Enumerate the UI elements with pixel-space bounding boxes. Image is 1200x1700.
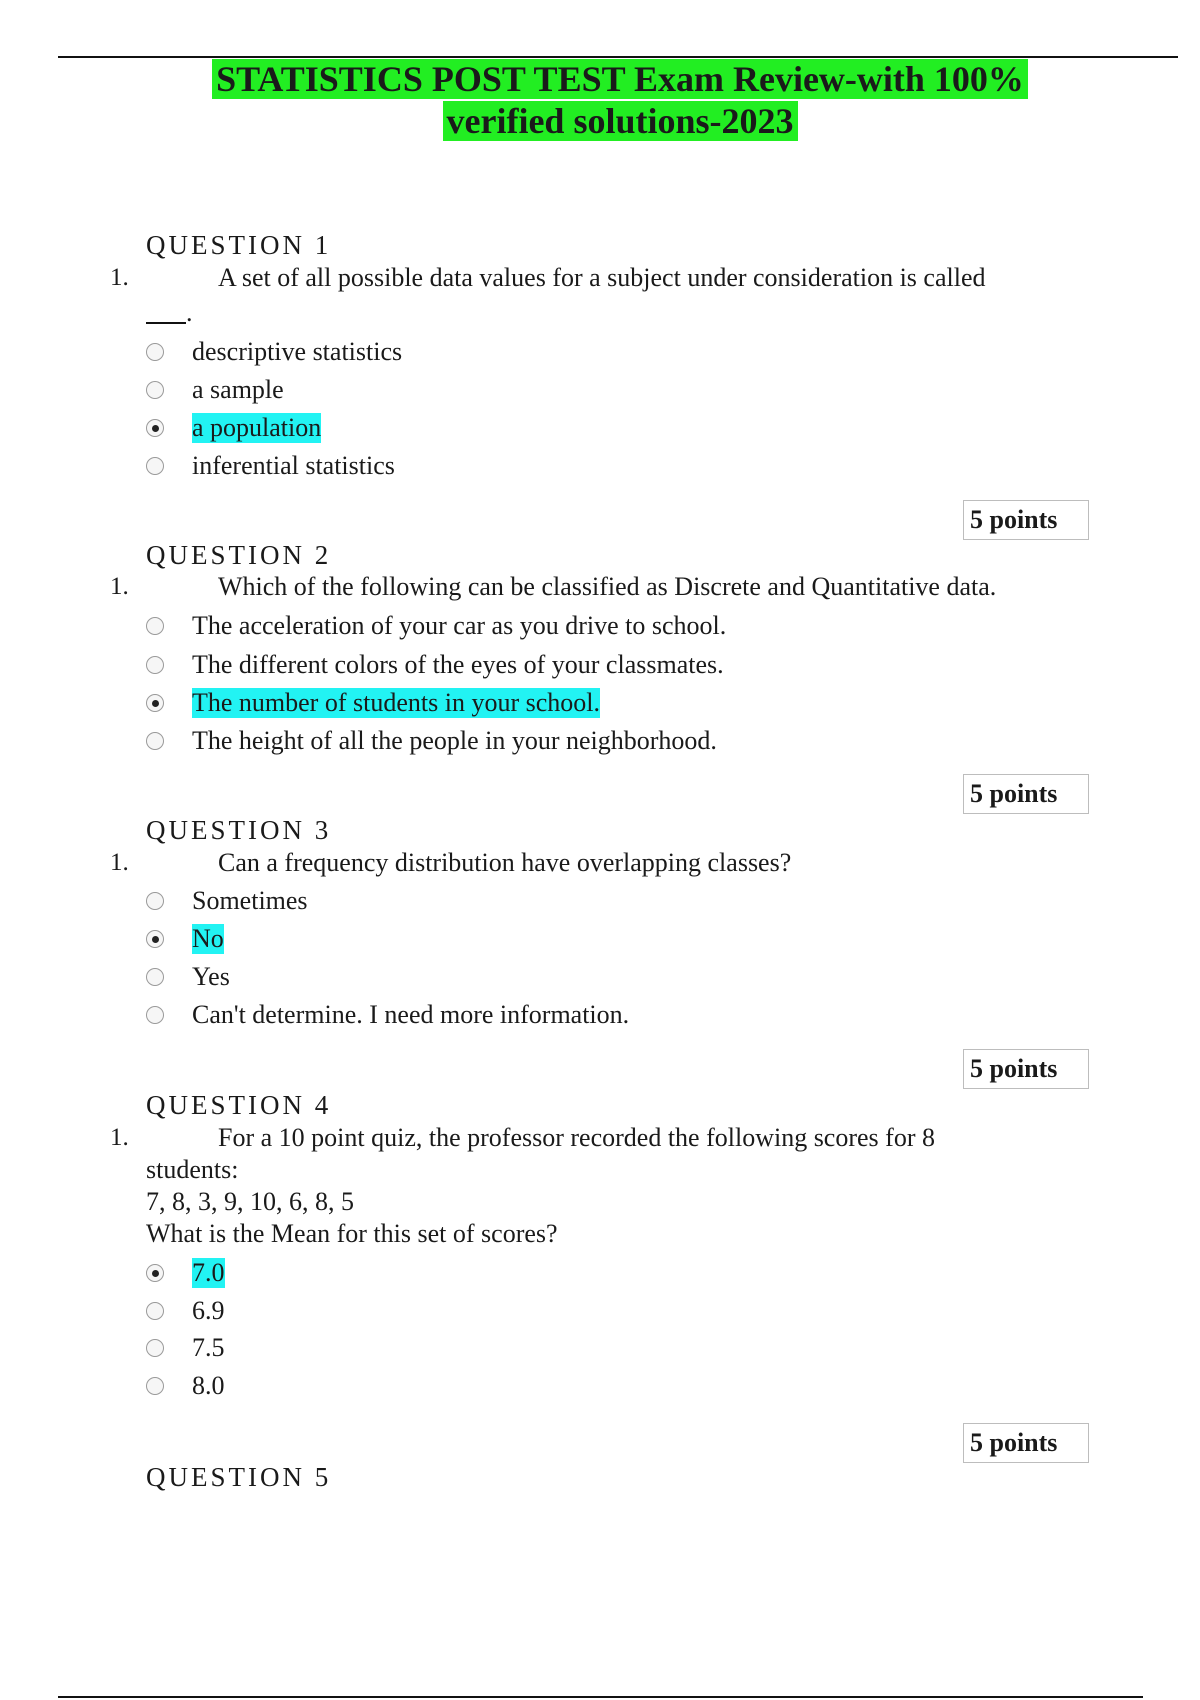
points-box: 5 points bbox=[963, 1423, 1089, 1463]
title-line-2: verified solutions-2023 bbox=[443, 101, 798, 141]
question-4-scores: 7, 8, 3, 9, 10, 6, 8, 5 bbox=[146, 1187, 354, 1216]
option-label: Yes bbox=[192, 962, 230, 991]
points-box: 5 points bbox=[963, 500, 1089, 540]
q2-option[interactable] bbox=[146, 724, 717, 758]
question-3-text: Can a frequency distribution have overlapping classes? bbox=[218, 848, 792, 877]
q2-option[interactable] bbox=[146, 609, 726, 643]
question-4-heading: QUESTION 4 bbox=[146, 1090, 332, 1120]
page-title bbox=[0, 58, 1200, 142]
q3-option[interactable] bbox=[146, 998, 629, 1032]
q3-option-selected[interactable] bbox=[146, 922, 224, 956]
radio-icon[interactable] bbox=[146, 732, 164, 750]
q1-option[interactable] bbox=[146, 335, 402, 369]
q2-option-selected[interactable] bbox=[146, 686, 600, 720]
option-label: 7.5 bbox=[192, 1333, 225, 1362]
radio-icon[interactable] bbox=[146, 1302, 164, 1320]
question-4-number: 1. bbox=[110, 1124, 129, 1151]
option-label: The acceleration of your car as you drive to school. bbox=[192, 611, 727, 640]
bottom-rule bbox=[58, 1696, 1143, 1698]
radio-icon[interactable] bbox=[146, 457, 164, 475]
option-label: Can't determine. I need more information. bbox=[192, 1000, 630, 1029]
radio-selected-icon[interactable] bbox=[146, 694, 164, 712]
question-1-heading: QUESTION 1 bbox=[146, 230, 332, 260]
radio-icon[interactable] bbox=[146, 892, 164, 910]
option-label: inferential statistics bbox=[192, 451, 395, 480]
radio-icon[interactable] bbox=[146, 1339, 164, 1357]
radio-icon[interactable] bbox=[146, 381, 164, 399]
answer-blank bbox=[146, 306, 186, 324]
option-label-selected: No bbox=[192, 924, 224, 953]
option-label: The different colors of the eyes of your classmates. bbox=[192, 650, 724, 679]
title-line-1: STATISTICS POST TEST Exam Review-with 100% bbox=[212, 59, 1028, 99]
option-label: Sometimes bbox=[192, 886, 308, 915]
q4-option[interactable] bbox=[146, 1369, 225, 1403]
q2-option[interactable] bbox=[146, 648, 724, 682]
q4-option[interactable] bbox=[146, 1294, 225, 1328]
question-4-prompt: What is the Mean for this set of scores? bbox=[146, 1219, 558, 1248]
radio-selected-icon[interactable] bbox=[146, 930, 164, 948]
radio-icon[interactable] bbox=[146, 343, 164, 361]
question-1-tail: . bbox=[186, 298, 193, 327]
radio-selected-icon[interactable] bbox=[146, 419, 164, 437]
question-1-blank bbox=[146, 298, 193, 328]
question-1-number: 1. bbox=[110, 264, 129, 291]
option-label: a sample bbox=[192, 375, 284, 404]
option-label-selected: The number of students in your school. bbox=[192, 688, 600, 717]
radio-selected-icon[interactable] bbox=[146, 1264, 164, 1282]
option-label: 8.0 bbox=[192, 1371, 225, 1400]
radio-icon[interactable] bbox=[146, 1377, 164, 1395]
option-label: The height of all the people in your neighborhood. bbox=[192, 726, 717, 755]
q3-option[interactable] bbox=[146, 884, 308, 918]
points-box: 5 points bbox=[963, 1049, 1089, 1089]
points-box: 5 points bbox=[963, 774, 1089, 814]
question-3-heading: QUESTION 3 bbox=[146, 815, 332, 845]
q1-option-selected[interactable] bbox=[146, 411, 321, 445]
question-1-text: A set of all possible data values for a subject under consideration is called bbox=[218, 263, 986, 292]
question-2-text: Which of the following can be classified as Discrete and Quantitative data. bbox=[218, 572, 997, 601]
option-label: 6.9 bbox=[192, 1296, 225, 1325]
q1-option[interactable] bbox=[146, 373, 284, 407]
question-2-number: 1. bbox=[110, 573, 129, 600]
q3-option[interactable] bbox=[146, 960, 230, 994]
option-label-selected: 7.0 bbox=[192, 1258, 225, 1287]
question-5-heading: QUESTION 5 bbox=[146, 1462, 332, 1492]
question-4-text: For a 10 point quiz, the professor recorded the following scores for 8 bbox=[218, 1123, 935, 1152]
radio-icon[interactable] bbox=[146, 968, 164, 986]
q4-option[interactable] bbox=[146, 1331, 225, 1365]
q1-option[interactable] bbox=[146, 449, 395, 483]
question-2-heading: QUESTION 2 bbox=[146, 540, 332, 570]
radio-icon[interactable] bbox=[146, 656, 164, 674]
option-label-selected: a population bbox=[192, 413, 322, 442]
q4-option-selected[interactable] bbox=[146, 1256, 225, 1290]
radio-icon[interactable] bbox=[146, 1006, 164, 1024]
option-label: descriptive statistics bbox=[192, 337, 403, 366]
question-3-number: 1. bbox=[110, 849, 129, 876]
question-4-text-line-2: students: bbox=[146, 1155, 239, 1184]
radio-icon[interactable] bbox=[146, 617, 164, 635]
